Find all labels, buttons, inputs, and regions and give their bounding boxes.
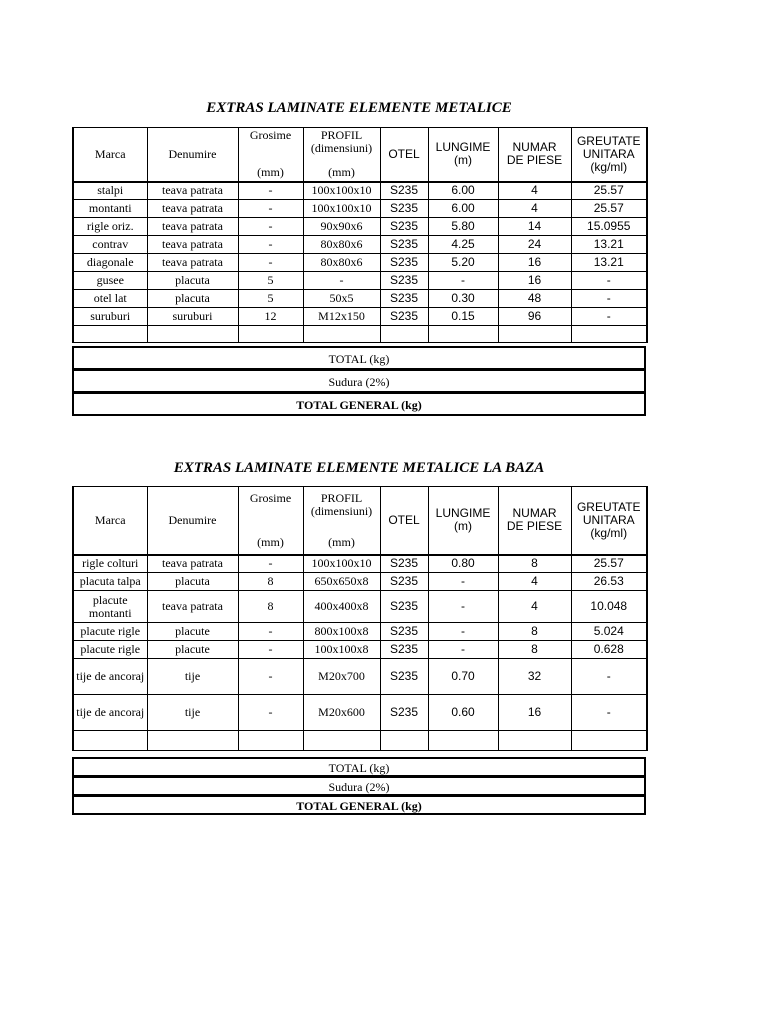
table-row: [73, 272, 647, 290]
header-denumire: Denumire: [147, 487, 238, 555]
cell-marca: suruburi: [73, 308, 147, 326]
table-row: [73, 218, 647, 236]
table-row: [73, 308, 647, 326]
cell-denumire: placute: [147, 623, 238, 641]
cell-lungime: 0.70: [428, 659, 498, 695]
cell-profil: 100x100x10: [303, 200, 380, 218]
cell-otel: S235: [380, 308, 428, 326]
cell-otel: S235: [380, 272, 428, 290]
header-profil-label: PROFIL (dimensiuni): [310, 491, 373, 518]
cell-profil: 100x100x10: [303, 555, 380, 573]
cell-lungime: 4.25: [428, 236, 498, 254]
cell-marca: gusee: [73, 272, 147, 290]
cell-profil: M20x600: [303, 695, 380, 731]
cell-denumire: teava patrata: [147, 555, 238, 573]
cell-grosime: -: [238, 659, 303, 695]
cell-otel: S235: [380, 695, 428, 731]
cell-lungime: 0.80: [428, 555, 498, 573]
cell-denumire: teava patrata: [147, 182, 238, 200]
cell-profil: 50x5: [303, 290, 380, 308]
cell-numar: 8: [498, 641, 571, 659]
cell-greutate: -: [571, 695, 647, 731]
cell-marca: rigle colturi: [73, 555, 147, 573]
table-row: [73, 591, 647, 623]
cell-profil: 800x100x8: [303, 623, 380, 641]
cell-otel: S235: [380, 555, 428, 573]
header-denumire: Denumire: [147, 128, 238, 182]
header-grosime-label: Grosime: [249, 128, 292, 142]
table-row: [73, 555, 647, 573]
table2-header-row: [73, 487, 647, 555]
table2-total-general: TOTAL GENERAL (kg): [72, 795, 646, 815]
table1-total: TOTAL (kg): [72, 346, 646, 370]
cell-lungime: 5.20: [428, 254, 498, 272]
header-profil-label: PROFIL (dimensiuni): [310, 128, 373, 155]
cell-grosime: -: [238, 218, 303, 236]
table-row: [73, 695, 647, 731]
cell-marca: montanti: [73, 200, 147, 218]
cell-profil: -: [303, 272, 380, 290]
table-row: [73, 623, 647, 641]
cell-denumire: teava patrata: [147, 200, 238, 218]
cell-otel: S235: [380, 254, 428, 272]
cell-lungime: -: [428, 272, 498, 290]
cell-marca: placute rigle: [73, 641, 147, 659]
cell-grosime: -: [238, 200, 303, 218]
header-grosime-unit: (mm): [257, 164, 284, 179]
cell-lungime: 6.00: [428, 200, 498, 218]
cell-otel: S235: [380, 659, 428, 695]
header-profil: [303, 487, 380, 555]
header-grosime: [238, 128, 303, 182]
cell-grosime: 12: [238, 308, 303, 326]
cell-greutate: 15.0955: [571, 218, 647, 236]
cell-profil: 100x100x8: [303, 641, 380, 659]
cell-greutate: -: [571, 290, 647, 308]
cell-marca: placute montanti: [73, 591, 147, 623]
cell-grosime: 8: [238, 573, 303, 591]
table2-sudura: Sudura (2%): [72, 776, 646, 796]
cell-otel: S235: [380, 290, 428, 308]
header-profil: [303, 128, 380, 182]
table-row: [73, 236, 647, 254]
cell-otel: S235: [380, 623, 428, 641]
header-grosime-unit: (mm): [257, 534, 284, 549]
cell-numar: 4: [498, 200, 571, 218]
cell-marca: rigle oriz.: [73, 218, 147, 236]
header-otel: OTEL: [380, 487, 428, 555]
cell-grosime: -: [238, 695, 303, 731]
cell-greutate: -: [571, 659, 647, 695]
table-row: [73, 254, 647, 272]
table1-sudura: Sudura (2%): [72, 369, 646, 393]
cell-lungime: 5.80: [428, 218, 498, 236]
cell-lungime: 0.15: [428, 308, 498, 326]
cell-marca: contrav: [73, 236, 147, 254]
header-numar: NUMAR DE PIESE: [498, 487, 571, 555]
cell-greutate: 25.57: [571, 555, 647, 573]
table-row: [73, 182, 647, 200]
cell-marca: tije de ancoraj: [73, 695, 147, 731]
table-row: [73, 641, 647, 659]
header-lungime: LUNGIME (m): [428, 487, 498, 555]
table-row: [73, 573, 647, 591]
cell-numar: 8: [498, 623, 571, 641]
cell-numar: 16: [498, 272, 571, 290]
header-numar: NUMAR DE PIESE: [498, 128, 571, 182]
cell-greutate: 10.048: [571, 591, 647, 623]
cell-denumire: teava patrata: [147, 591, 238, 623]
header-marca: Marca: [73, 487, 147, 555]
header-grosime-label: Grosime: [249, 491, 292, 505]
cell-grosime: 8: [238, 591, 303, 623]
cell-denumire: teava patrata: [147, 218, 238, 236]
cell-lungime: 6.00: [428, 182, 498, 200]
cell-greutate: 25.57: [571, 200, 647, 218]
cell-profil: 80x80x6: [303, 254, 380, 272]
table-row: [73, 659, 647, 695]
cell-numar: 4: [498, 591, 571, 623]
cell-marca: placute rigle: [73, 623, 147, 641]
cell-greutate: 13.21: [571, 254, 647, 272]
cell-marca: placuta talpa: [73, 573, 147, 591]
cell-otel: S235: [380, 641, 428, 659]
cell-numar: 4: [498, 182, 571, 200]
cell-grosime: 5: [238, 290, 303, 308]
cell-profil: 650x650x8: [303, 573, 380, 591]
table1-total-general: TOTAL GENERAL (kg): [72, 392, 646, 416]
header-profil-unit: (mm): [328, 164, 355, 179]
cell-grosime: -: [238, 254, 303, 272]
cell-marca: otel lat: [73, 290, 147, 308]
cell-denumire: placuta: [147, 290, 238, 308]
cell-greutate: 25.57: [571, 182, 647, 200]
header-greutate: GREUTATE UNITARA (kg/ml): [571, 487, 647, 555]
cell-grosime: -: [238, 623, 303, 641]
cell-marca: tije de ancoraj: [73, 659, 147, 695]
cell-otel: S235: [380, 218, 428, 236]
table1-empty-row: [73, 326, 647, 343]
header-marca: Marca: [73, 128, 147, 182]
table2-total: TOTAL (kg): [72, 757, 646, 777]
cell-grosime: -: [238, 236, 303, 254]
cell-denumire: teava patrata: [147, 236, 238, 254]
header-greutate: GREUTATE UNITARA (kg/ml): [571, 128, 647, 182]
header-profil-unit: (mm): [328, 534, 355, 549]
cell-numar: 96: [498, 308, 571, 326]
table1-header-row: [73, 128, 647, 182]
cell-greutate: -: [571, 272, 647, 290]
cell-greutate: -: [571, 308, 647, 326]
cell-denumire: placuta: [147, 573, 238, 591]
cell-profil: M20x700: [303, 659, 380, 695]
cell-otel: S235: [380, 236, 428, 254]
header-otel: OTEL: [380, 128, 428, 182]
cell-grosime: -: [238, 182, 303, 200]
table2-empty-row: [73, 731, 647, 751]
header-lungime: LUNGIME (m): [428, 128, 498, 182]
cell-lungime: -: [428, 591, 498, 623]
cell-numar: 24: [498, 236, 571, 254]
table1: [72, 127, 648, 343]
cell-numar: 48: [498, 290, 571, 308]
table2: [72, 486, 648, 751]
cell-profil: 100x100x10: [303, 182, 380, 200]
cell-greutate: 0.628: [571, 641, 647, 659]
cell-grosime: -: [238, 641, 303, 659]
cell-lungime: -: [428, 573, 498, 591]
cell-numar: 32: [498, 659, 571, 695]
cell-denumire: placute: [147, 641, 238, 659]
cell-lungime: -: [428, 641, 498, 659]
cell-marca: diagonale: [73, 254, 147, 272]
cell-denumire: teava patrata: [147, 254, 238, 272]
cell-numar: 16: [498, 254, 571, 272]
table2-title: EXTRAS LAMINATE ELEMENTE METALICE LA BAZA: [173, 460, 545, 476]
cell-grosime: 5: [238, 272, 303, 290]
cell-marca: stalpi: [73, 182, 147, 200]
cell-denumire: tije: [147, 695, 238, 731]
cell-profil: 90x90x6: [303, 218, 380, 236]
table-row: [73, 200, 647, 218]
cell-otel: S235: [380, 200, 428, 218]
cell-numar: 14: [498, 218, 571, 236]
cell-otel: S235: [380, 573, 428, 591]
cell-denumire: tije: [147, 659, 238, 695]
cell-lungime: -: [428, 623, 498, 641]
cell-greutate: 26.53: [571, 573, 647, 591]
cell-greutate: 13.21: [571, 236, 647, 254]
cell-lungime: 0.60: [428, 695, 498, 731]
cell-numar: 8: [498, 555, 571, 573]
cell-profil: 80x80x6: [303, 236, 380, 254]
cell-denumire: suruburi: [147, 308, 238, 326]
table-row: [73, 290, 647, 308]
cell-lungime: 0.30: [428, 290, 498, 308]
table1-title: EXTRAS LAMINATE ELEMENTE METALICE: [206, 100, 512, 116]
cell-profil: M12x150: [303, 308, 380, 326]
cell-numar: 16: [498, 695, 571, 731]
cell-grosime: -: [238, 555, 303, 573]
cell-otel: S235: [380, 182, 428, 200]
cell-profil: 400x400x8: [303, 591, 380, 623]
cell-greutate: 5.024: [571, 623, 647, 641]
cell-denumire: placuta: [147, 272, 238, 290]
header-grosime: [238, 487, 303, 555]
cell-numar: 4: [498, 573, 571, 591]
cell-otel: S235: [380, 591, 428, 623]
